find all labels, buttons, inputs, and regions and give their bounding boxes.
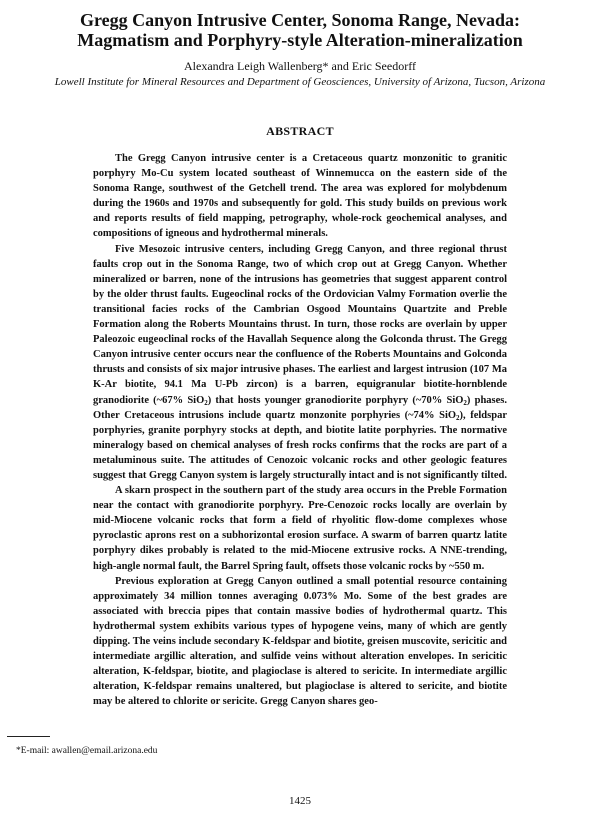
paragraph-2-part-d: ), feldspar porphyries, granite porphyry stocks at depth, and biotite latite porphyries. The normative mineralogy based on chemical analyses of fresh rocks confirms that the rocks are part of a metaluminous suite. The attitudes of Cenozoic volcanic rocks and other geologic features suggest that Gregg Canyon system is largely structurally intact and is not significantly tilted. bbox=[93, 409, 507, 481]
paragraph-2-part-a: Five Mesozoic intrusive centers, including Gregg Canyon, and three regional thrust faults crop out in the Sonoma Range, two of which crop out at Gregg Canyon. Whether mineralized or barren, none of the intrusions has geometries that suggest apparent control by the older thrust faults. Eugeoclinal rocks of the Ordovician Valmy Formation overlie the transitional facies rocks of the Cambrian Osgood Mountains Quartzite and Preble Formation along the Roberts Mountains thrust. In turn, those rocks are overlain by upper Paleozoic eugeoclinal rocks of the Havallah Sequence along the Golconda thrust. The Gregg Canyon intrusive center occurs near the confluence of the Roberts Mountains and Golconda thrusts and consists of six major intrusive phases. The earliest and largest intrusion (107 Ma K-Ar biotite, 94.1 Ma U-Pb zircon) is a barren, equigranular biotite-hornblende granodiorite (~67% SiO bbox=[93, 243, 507, 406]
abstract-paragraph-1: The Gregg Canyon intrusive center is a Cretaceous quartz monzonitic to granitic porphyry Mo-Cu system located southeast of Winnemucca on the eastern side of the Sonoma Range, southwest of the Getchell trend. The area was explored for molybdenum during the 1960s and 1970s and subsequently for gold. This study builds on previous work and reports results of field mapping, petrography, whole-rock geochemical analyses, and compositions of igneous and hydrothermal minerals. bbox=[93, 153, 507, 240]
paragraph-2-part-c: ) phases. Other Cretaceous intrusions include quartz monzonite porphyries (~74% SiO bbox=[93, 394, 507, 421]
footnote-email: *E-mail: awallen@email.arizona.edu bbox=[16, 746, 158, 756]
affiliation: Lowell Institute for Mineral Resources and Department of Geosciences, University of Arizona, Tucson, Arizona bbox=[54, 76, 546, 88]
abstract-paragraph-4: Previous exploration at Gregg Canyon outlined a small potential resource containing approximately 34 million tonnes averaging 0.073% Mo. Some of the best grades are associated with breccia pipes that contain massive bodies of hydrothermal quartz. This hydrothermal system exhibits various types of hypogene veins, many of which are gently dipping. The veins include secondary K-feldspar and biotite, greisen muscovite, sericitic and intermediate argillic alteration, and sulfide veins without alteration envelopes. In sericitic alteration, K-feldspar, biotite, and plagioclase is altered to sericite. In intermediate argillic alteration, K-feldspar remains unaltered, but plagioclase is altered to sericite, and biotite may be altered to chlorite or sericite. Gregg Canyon shares geo- bbox=[93, 575, 507, 708]
authors: Alexandra Leigh Wallenberg* and Eric Seedorff bbox=[184, 59, 416, 73]
subscript-2: 2 bbox=[463, 398, 467, 407]
paragraph-2-part-b: ) that hosts younger granodiorite porphyry (~70% SiO bbox=[207, 394, 464, 406]
footnote-divider bbox=[7, 736, 50, 737]
page-number: 1425 bbox=[289, 795, 311, 807]
title-line-1: Gregg Canyon Intrusive Center, Sonoma Range, Nevada: bbox=[79, 10, 520, 30]
abstract-paragraph-2 bbox=[93, 242, 507, 484]
abstract-paragraph-3: A skarn prospect in the southern part of the study area occurs in the Preble Formation near the contact with granodiorite porphyry. Pre-Cenozoic rocks locally are overlain by mid-Miocene volcanic rocks that form a field of rhyolitic flow-dome complexes whose pyroclastic aprons rest on a subhorizontal erosion surface. A swarm of barren quartz latite porphyry dikes probably is related to the mid-Miocene extrusive rocks. A NNE-trending, high-angle normal fault, the Barrel Spring fault, offsets those volcanic rocks by ~550 m. bbox=[93, 485, 507, 572]
subscript-2: 2 bbox=[456, 413, 460, 422]
paper-title bbox=[40, 10, 560, 50]
subscript-2: 2 bbox=[204, 398, 208, 407]
abstract-heading: ABSTRACT bbox=[266, 124, 334, 138]
abstract-body bbox=[93, 151, 507, 709]
title-line-2: Magmatism and Porphyry-style Alteration-mineralization bbox=[77, 30, 523, 50]
